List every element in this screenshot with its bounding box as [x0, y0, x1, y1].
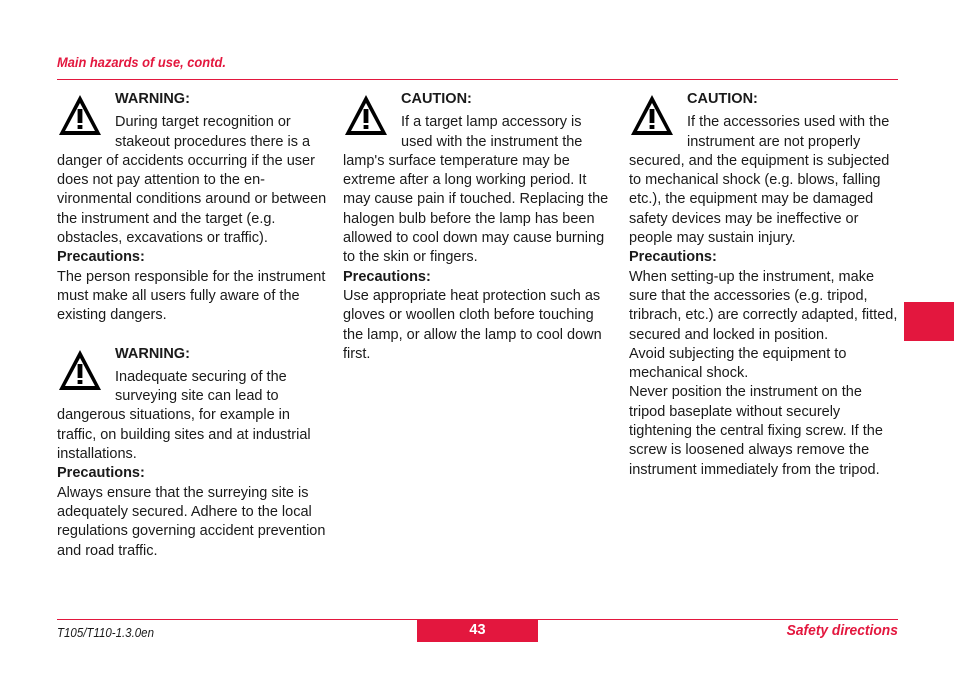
warning-triangle-icon [343, 92, 389, 138]
section-title: Safety directions [786, 622, 898, 639]
column-3 [629, 90, 899, 480]
hazard-block-warning-site-securing [57, 345, 327, 561]
page-number: 43 [417, 620, 538, 642]
block-body: If a target lamp accessory is used with the instrument the lamp's surface temperature may be extreme after a long working period. It may cause pain if touched. Replacing the halogen bulb before the lamp has been allowed to cool down may cause burning to the skin or fingers. [343, 114, 609, 266]
warning-triangle-icon [57, 92, 103, 138]
precautions-text: Always ensure that the surreying site is adequately secured. Adhere to the local regulations governing accident prevention and road traffic. [57, 484, 326, 559]
warning-triangle-icon [629, 92, 675, 138]
column-2 [343, 90, 613, 364]
block-heading: WARNING: [115, 345, 190, 362]
hazard-block-caution-target-lamp [343, 90, 613, 364]
header-rule [57, 79, 898, 80]
block-body: Inadequate securing of the surveying site can lead to dangerous situations, for example in traffic, on building sites and at industrial installations. [57, 368, 311, 463]
section-tab-marker [904, 302, 954, 341]
precautions-label: Precautions: [57, 465, 145, 482]
document-code: T105/T110-1.3.0en [57, 626, 154, 640]
precautions-text: Use appropriate heat protection such as gloves or woollen cloth before touching the lamp, or allow the lamp to cool down first. [343, 287, 602, 362]
block-heading: WARNING: [115, 91, 190, 107]
precautions-label: Precautions: [629, 249, 717, 266]
precautions-label: Precautions: [57, 249, 145, 266]
precautions-line-3: Never position the instrument on the tripod baseplate without securely tightening the central fixing screw. If the screw is loosened always remove the instrument immediately from the tripod. [629, 384, 883, 478]
hazard-block-caution-accessories [629, 90, 899, 480]
precautions-line-2: Avoid subjecting the equipment to mechanical shock. [629, 345, 847, 382]
block-heading: CAUTION: [401, 91, 472, 107]
block-heading: CAUTION: [687, 91, 758, 107]
warning-triangle-icon [57, 347, 103, 393]
precautions-label: Precautions: [343, 268, 431, 285]
running-header: Main hazards of use, contd. [57, 54, 226, 70]
precautions-text: The person responsible for the instrument must make all users fully aware of the existing dangers. [57, 268, 326, 324]
hazard-block-warning-target-recognition [57, 90, 327, 326]
precautions-line-1: When setting-up the instrument, make sure that the accessories (e.g. tripod, tribrach, etc.) are correctly adapted, fitted, secured and locked in position. [629, 268, 898, 343]
column-1 [57, 90, 327, 561]
block-body: During target recognition or stakeout procedures there is a danger of accidents occurring if the user does not pay attention to the en-vironmental conditions around or between the instrument and the target (e.g. obstacles, excavations or traffic). [57, 114, 327, 247]
block-body: If the accessories used with the instrument are not properly secured, and the equipment is subjected to mechanical shock (e.g. blows, falling etc.), the equipment may be damaged safety devices may be ineffective or people may sustain injury. [629, 114, 890, 247]
